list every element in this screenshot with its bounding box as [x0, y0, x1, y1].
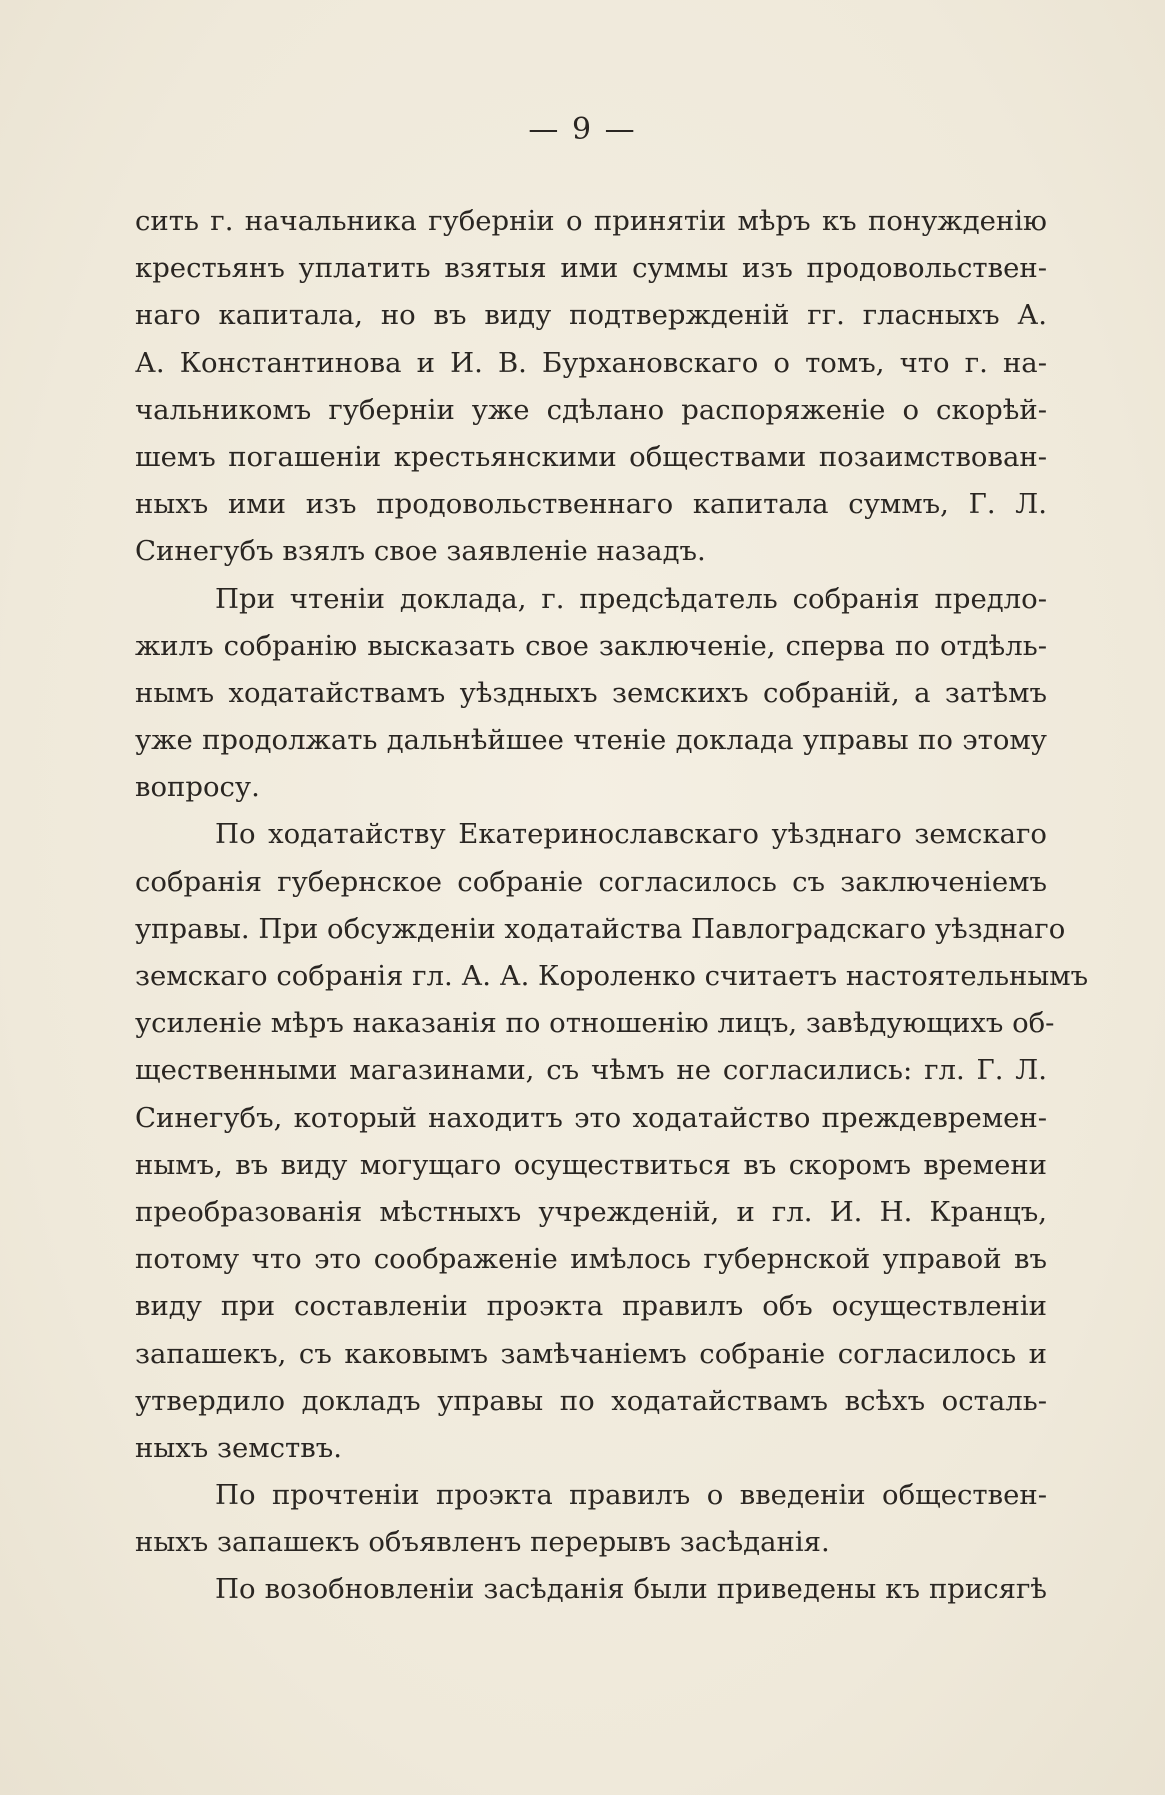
- text-line: крестьянъ уплатить взятыя ими суммы изъ продовольствен-: [135, 252, 1047, 285]
- text-line: щественными магазинами, съ чѣмъ не согласились: гл. Г. Л.: [135, 1054, 1047, 1087]
- text-line: По прочтеніи проэкта правилъ о введеніи обществен-: [215, 1479, 1047, 1512]
- text-line: жилъ собранію высказать свое заключеніе, сперва по отдѣль-: [135, 629, 1047, 662]
- text-line: сить г. начальника губерніи о принятіи мѣръ къ понужденію: [135, 205, 1047, 237]
- text-line: ныхъ земствъ.: [135, 1431, 342, 1464]
- text-line: запашекъ, съ каковымъ замѣчаніемъ собраніе согласилось и: [135, 1337, 1047, 1370]
- text-line: нымъ ходатайствамъ уѣздныхъ земскихъ собраній, а затѣмъ: [135, 676, 1047, 709]
- text-line: утвердило докладъ управы по ходатайствамъ всѣхъ осталь-: [135, 1384, 1047, 1417]
- text-line: нымъ, въ виду могущаго осуществиться въ скоромъ времени: [135, 1148, 1047, 1181]
- text-line: Синегубъ взялъ свое заявленіе назадъ.: [135, 535, 706, 568]
- text-line: уже продолжать дальнѣйшее чтеніе доклада управы по этому: [135, 724, 1047, 757]
- text-line: ныхъ запашекъ объявленъ перерывъ засѣданія.: [135, 1526, 830, 1559]
- text-line: шемъ погашеніи крестьянскими обществами позаимствован-: [135, 440, 1047, 473]
- text-line: Синегубъ, который находитъ это ходатайство преждевремен-: [135, 1101, 1047, 1134]
- text-line: ныхъ ими изъ продовольственнаго капитала суммъ, Г. Л.: [135, 488, 1047, 521]
- text-line: По возобновленіи засѣданія были приведены къ присягѣ: [215, 1573, 1047, 1606]
- text-line: усиленіе мѣръ наказанія по отношенію лицъ, завѣдующихъ об-: [135, 1007, 1055, 1040]
- page-number: — 9 —: [528, 112, 637, 147]
- text-line: А. Константинова и И. В. Бурхановскаго о томъ, что г. на-: [135, 346, 1047, 379]
- text-line: чальникомъ губерніи уже сдѣлано распоряженіе о скорѣй-: [135, 393, 1047, 426]
- text-line: потому что это соображеніе имѣлось губернской управой въ: [135, 1243, 1047, 1276]
- text-line: виду при составленіи проэкта правилъ объ осуществленіи: [135, 1290, 1047, 1323]
- text-line: наго капитала, но въ виду подтвержденій гг. гласныхъ А.: [135, 299, 1047, 332]
- text-line: собранія губернское собраніе согласилось съ заключеніемъ: [135, 865, 1047, 898]
- text-line: По ходатайству Екатеринославскаго уѣзднаго земскаго: [215, 818, 1047, 851]
- text-line: При чтеніи доклада, г. предсѣдатель собранія предло-: [215, 582, 1047, 615]
- text-line: преобразованія мѣстныхъ учрежденій, и гл. И. Н. Кранцъ,: [135, 1195, 1047, 1228]
- text-line: земскаго собранія гл. А. А. Короленко считаетъ настоятельнымъ: [135, 960, 1089, 992]
- body-text: [135, 198, 1089, 1614]
- text-line: вопросу.: [135, 771, 260, 804]
- text-line: управы. При обсужденіи ходатайства Павлоградскаго уѣзднаго: [135, 912, 1066, 945]
